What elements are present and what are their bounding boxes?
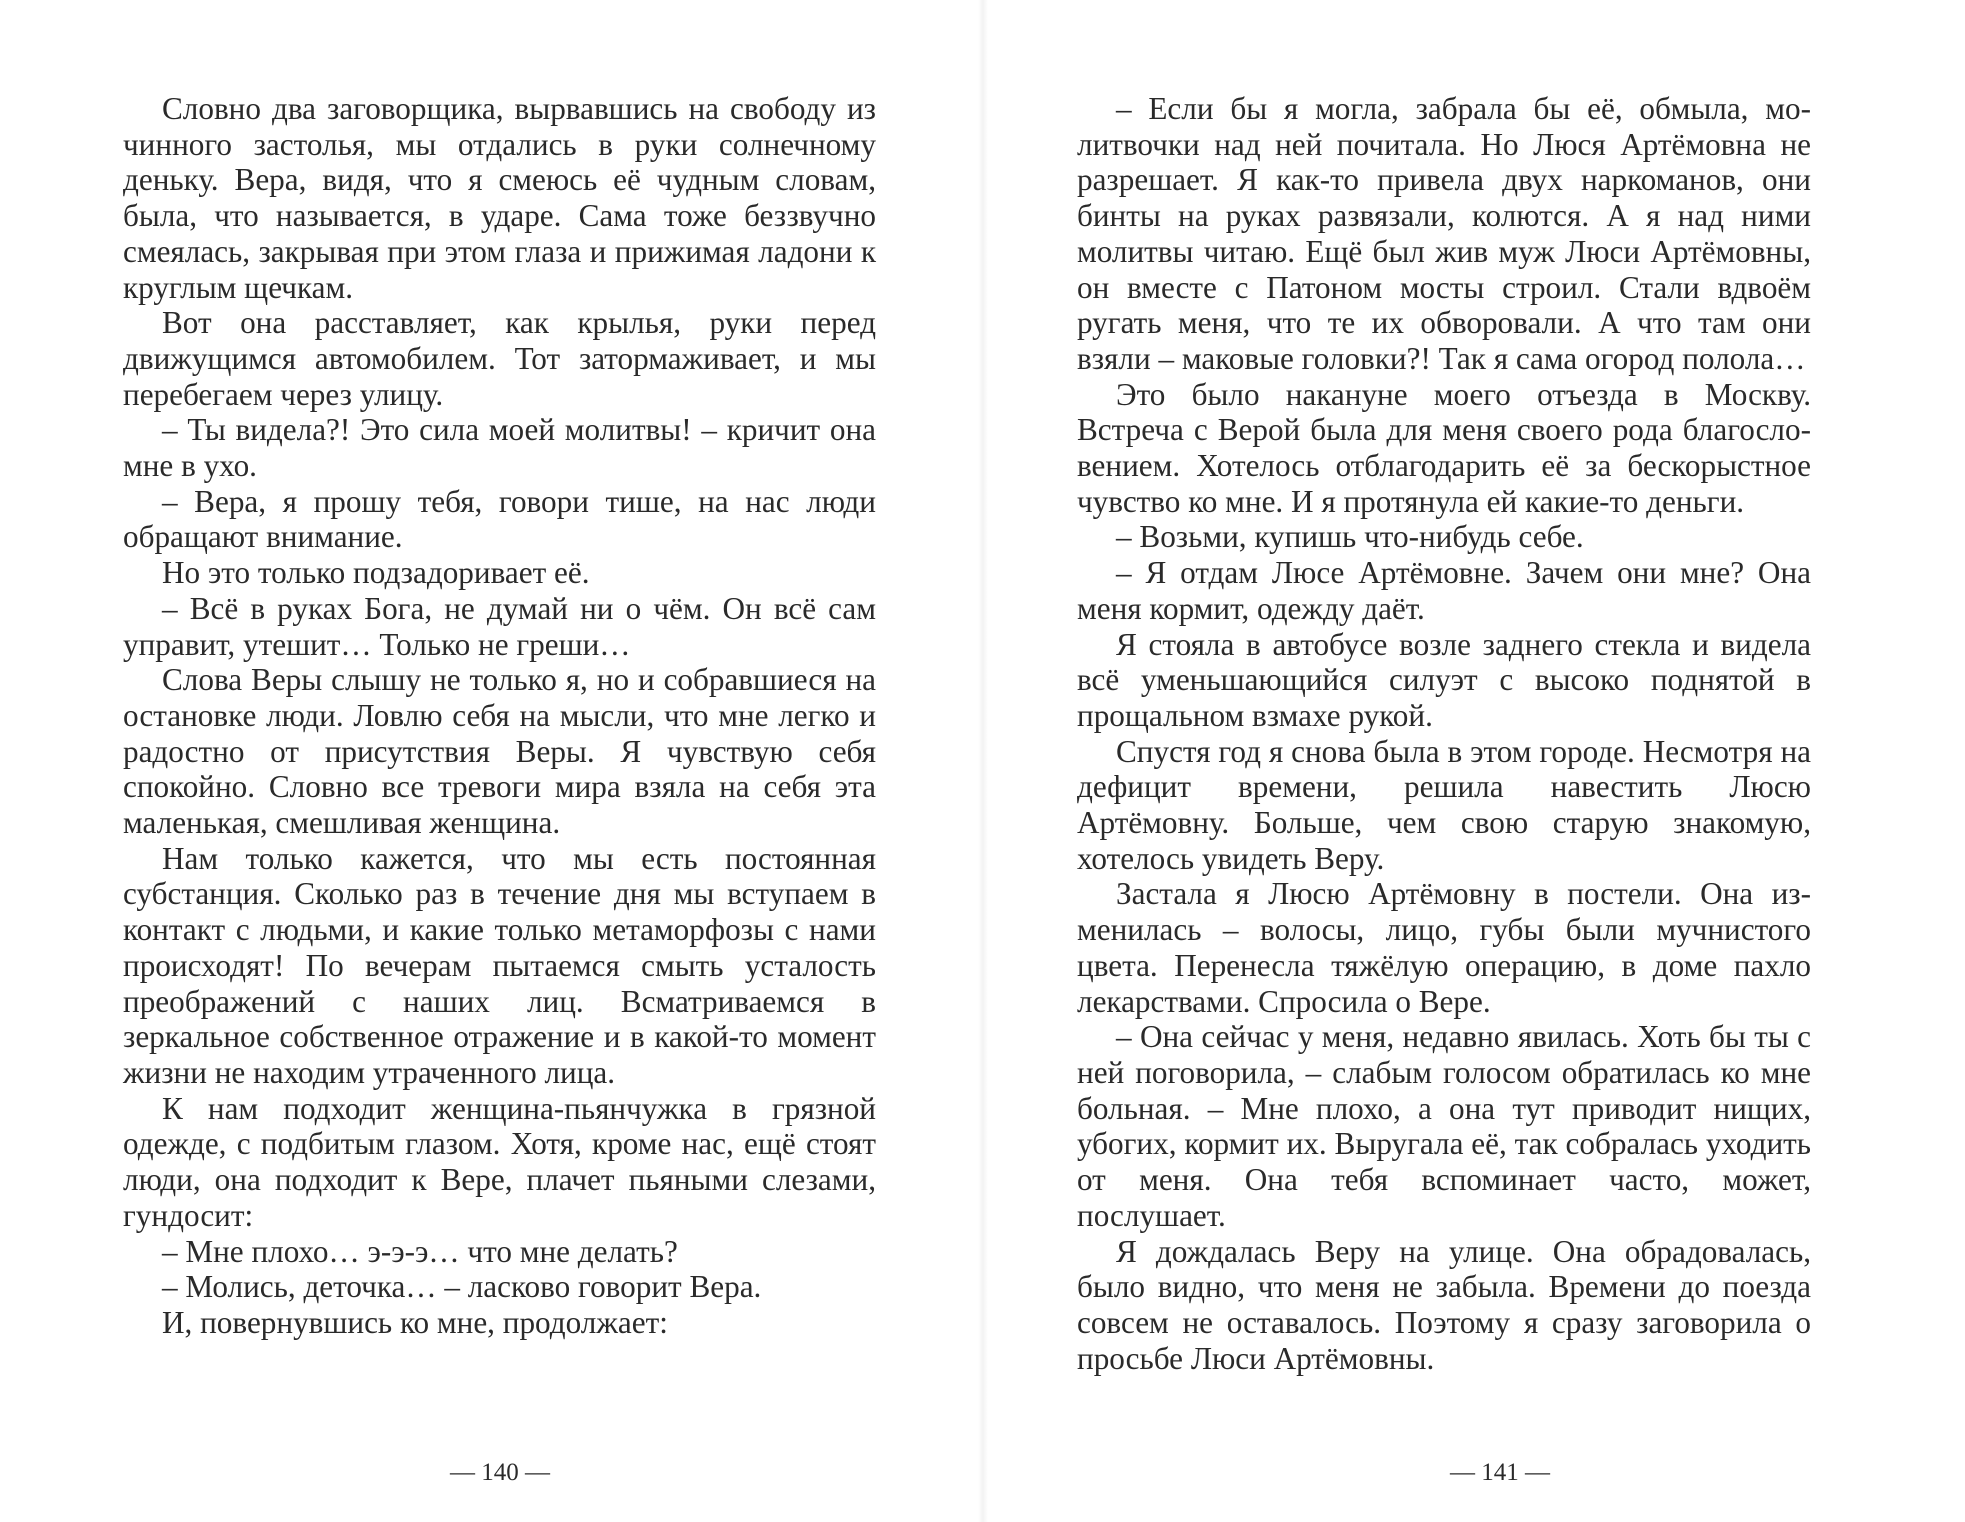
paragraph: – Она сейчас у меня, недавно явилась. Хоть бы ты с ней поговорила, – слабым голосом обратилась ко мне больная. – Мне плохо, а она тут приводит нищих, убогих, кормит их. Выругала её, так собралась уходить от меня. Она тебя вспоминает часто, может, послушает.	[1077, 1019, 1811, 1233]
paragraph: – Возьми, купишь что-нибудь себе.	[1116, 519, 1584, 555]
left-page-text	[123, 91, 876, 1341]
paragraph: – Ты видела?! Это сила моей молитвы! – кричит она мне в ухо.	[123, 412, 876, 484]
paragraph: К нам подходит женщина-пьянчужка в грязной одежде, с подбитым глазом. Хотя, кроме нас, ещё стоят люди, она подходит к Вере, плачет пьяными слезами, гундосит:	[123, 1090, 876, 1233]
paragraph: Я стояла в автобусе возле заднего стекла и видела всё уменьшающийся силуэт с высоко поднятой в прощальном взмахе рукой.	[1077, 626, 1811, 733]
paragraph: Слова Веры слышу не только я, но и собравшиеся на остановке люди. Ловлю себя на мысли, что мне легко и радостно от присутствия Веры. Я чувствую себя спокойно. Словно все тревоги мира взяла на себя эта маленькая, смешливая женщина.	[123, 662, 876, 841]
paragraph: Но это только подзадоривает её.	[162, 555, 590, 591]
right-page	[982, 0, 1965, 1522]
paragraph: Нам только кажется, что мы есть постоянная субстанция. Сколько раз в течение дня мы вступаем в контакт с людьми, и какие только метаморфозы с нами происходят! По вечерам пытаемся смыть усталость преображений с наших лиц. Всматриваемся в зеркальное собственное отражение и в какой-то момент жизни не находим утраченного лица.	[123, 840, 876, 1090]
paragraph: Застала я Люсю Артёмовну в постели. Она изменилась – волосы, лицо, губы были мучнистого цвета. Перенесла тяжёлую операцию, в доме пахло лекарствами. Спросила о Вере.	[1077, 876, 1811, 1019]
paragraph: Словно два заговорщика, вырвавшись на свободу из чинного застолья, мы отдались в руки солнечному деньку. Вера, видя, что я смеюсь её чудным словам, была, что называется, в ударе. Сама тоже беззвучно смеялась, закрывая при этом глаза и прижимая ладони к круглым щечкам.	[123, 91, 876, 305]
paragraph: – Вера, я прошу тебя, говори тише, на нас люди обращают внимание.	[123, 483, 876, 555]
paragraph: – Мне плохо… э-э-э… что мне делать?	[162, 1233, 678, 1269]
paragraph: – Я отдам Люсе Артёмовне. Зачем они мне? Она меня кормит, одежду даёт.	[1077, 555, 1811, 626]
page-number-right: — 141 —	[1450, 1459, 1550, 1486]
paragraph: – Если бы я могла, забрала бы её, обмыла, молитвочки над ней почитала. Но Люся Артёмовна не разрешает. Я как-то привела двух наркоманов, они бинты на руках развязали, колются. А я над ними молитвы читаю. Ещё был жив муж Люси Артёмовны, он вместе с Патоном мосты строил. Стали вдвоём ругать меня, что те их обворовали. А что там они взяли – маковые головки?! Так я сама огород полола…	[1077, 91, 1811, 376]
page-number-left: — 140 —	[450, 1459, 550, 1486]
paragraph: Я дождалась Веру на улице. Она обрадовалась, было видно, что меня не забыла. Времени до поезда совсем не оставалось. Поэтому я сразу заговорила о просьбе Люси Артёмовны.	[1077, 1233, 1811, 1376]
paragraph: Спустя год я снова была в этом городе. Несмотря на дефицит времени, решила навестить Люсю Артёмовну. Больше, чем свою старую знакомую, хотелось увидеть Веру.	[1077, 733, 1811, 876]
paragraph: – Всё в руках Бога, не думай ни о чём. Он всё сам управит, утешит… Только не греши…	[123, 590, 876, 662]
left-page	[0, 0, 982, 1522]
paragraph: – Молись, деточка… – ласково говорит Вера.	[162, 1269, 762, 1305]
paragraph: И, повернувшись ко мне, продолжает:	[162, 1304, 668, 1340]
paragraph: Вот она расставляет, как крылья, руки перед движущимся автомобилем. Тот затормаживает, и мы перебегаем через улицу.	[123, 305, 876, 412]
right-page-text	[1077, 91, 1811, 1376]
paragraph: Это было накануне моего отъезда в Москву. Встреча с Верой была для меня своего рода благословением. Хотелось отблагодарить её за бескорыстное чувство ко мне. И я протянула ей какие-то деньги.	[1077, 376, 1811, 519]
